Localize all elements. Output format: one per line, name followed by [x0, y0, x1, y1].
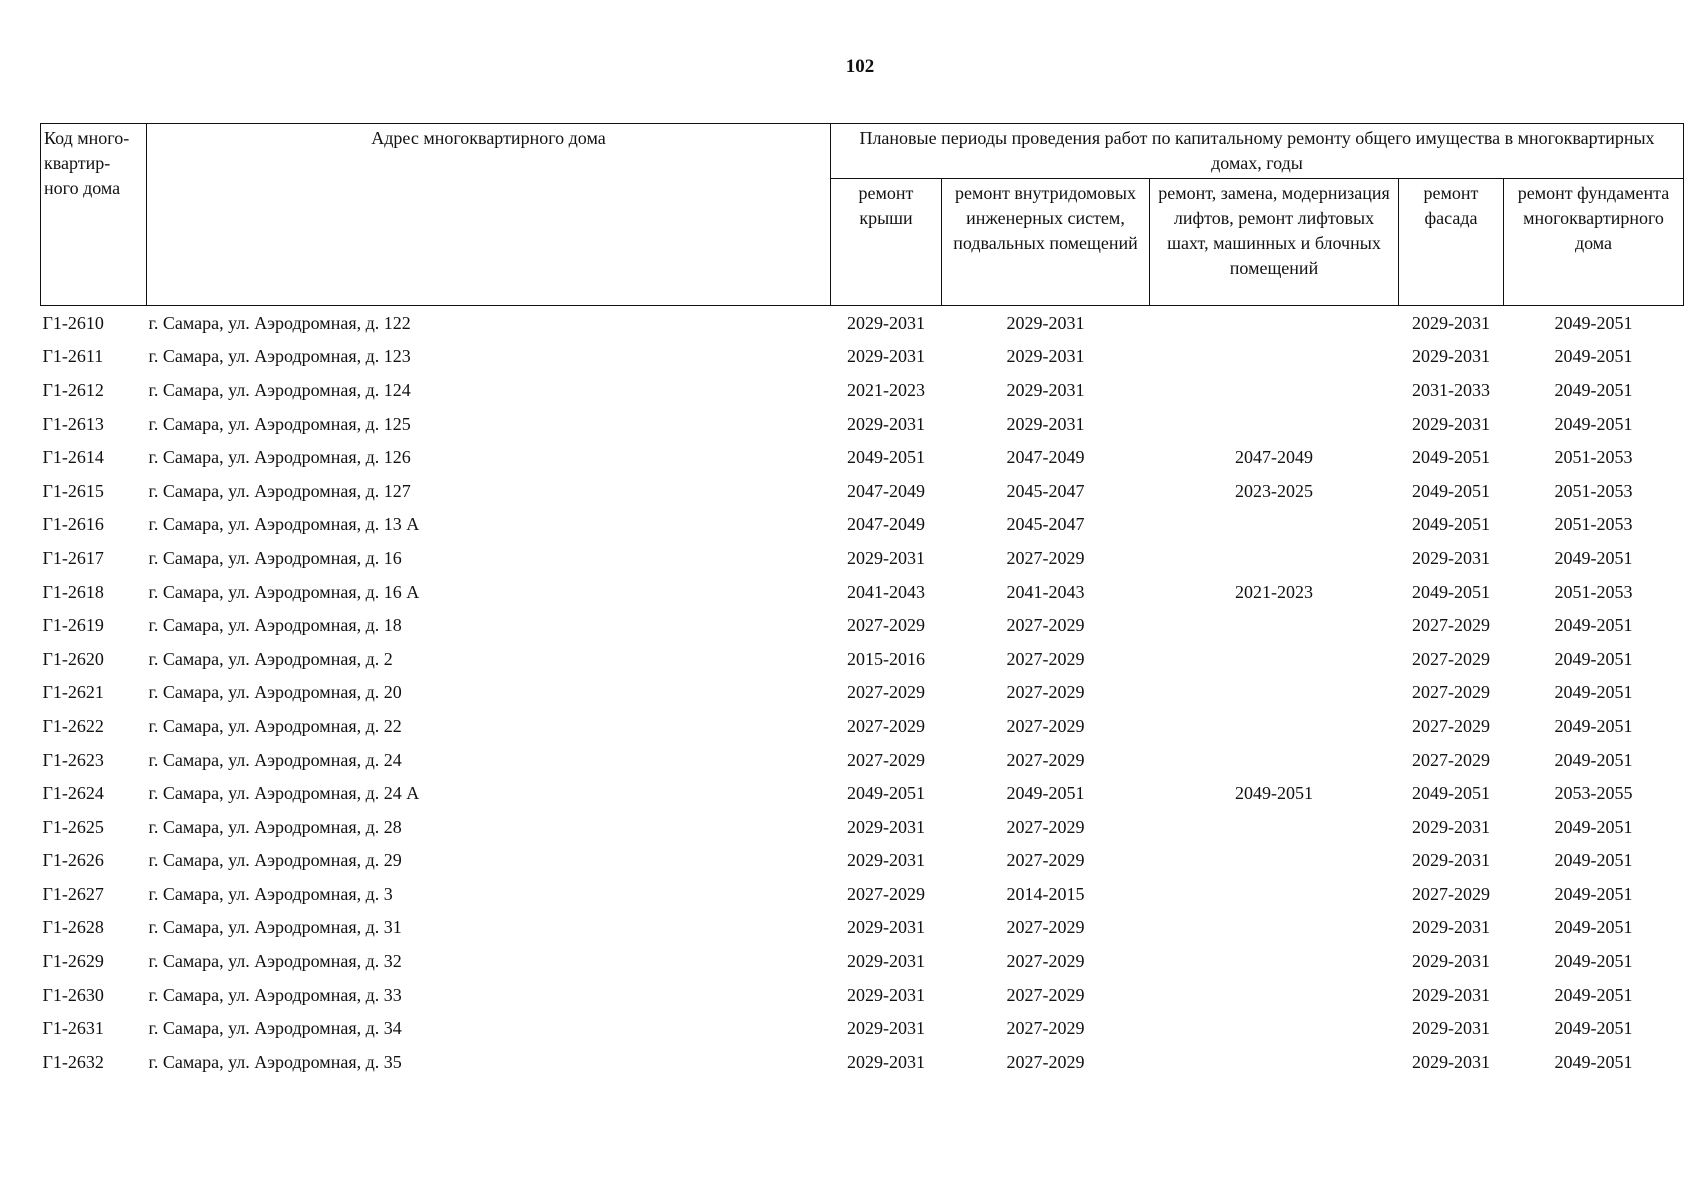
cell-engineering: 2041-2043 — [1006, 581, 1085, 602]
cell-code: Г1-2615 — [42, 480, 104, 501]
cell-foundation: 2049-2051 — [1554, 615, 1633, 636]
cell-facade: 2049-2051 — [1412, 447, 1490, 468]
cell-foundation: 2049-2051 — [1554, 682, 1633, 703]
cell-roof: 2027-2029 — [847, 715, 925, 736]
cell-address: г. Самара, ул. Аэродромная, д. 32 — [148, 951, 402, 972]
table-row — [41, 508, 1684, 542]
cell-elevators — [1150, 608, 1399, 642]
cell-roof: 2027-2029 — [847, 749, 925, 770]
cell-elevators: 2049-2051 — [1235, 783, 1313, 804]
cell-facade: 2029-2031 — [1412, 312, 1490, 333]
cell-facade: 2049-2051 — [1412, 480, 1490, 501]
cell-foundation: 2049-2051 — [1554, 312, 1633, 333]
cell-engineering: 2027-2029 — [1006, 917, 1085, 938]
cell-code: Г1-2630 — [42, 984, 104, 1005]
cell-roof: 2049-2051 — [847, 783, 925, 804]
header-engineering: ремонт внутридомовых инженерных систем, подвальных помещений — [942, 179, 1150, 306]
cell-elevators: 2047-2049 — [1235, 447, 1313, 468]
cell-elevators — [1150, 810, 1399, 844]
cell-code: Г1-2620 — [42, 648, 104, 669]
cell-elevators — [1150, 340, 1399, 374]
cell-facade: 2029-2031 — [1412, 1051, 1490, 1072]
cell-roof: 2047-2049 — [847, 514, 925, 535]
repair-schedule-table — [40, 123, 1684, 1079]
cell-code: Г1-2614 — [42, 447, 104, 468]
cell-foundation: 2049-2051 — [1554, 883, 1633, 904]
cell-engineering: 2027-2029 — [1006, 850, 1085, 871]
cell-roof: 2029-2031 — [847, 850, 925, 871]
table-row — [41, 373, 1684, 407]
cell-elevators — [1150, 407, 1399, 441]
cell-facade: 2027-2029 — [1412, 682, 1490, 703]
table-row — [41, 306, 1684, 340]
table-row — [41, 911, 1684, 945]
cell-engineering: 2027-2029 — [1006, 816, 1085, 837]
cell-foundation: 2051-2053 — [1554, 480, 1633, 501]
cell-elevators — [1150, 978, 1399, 1012]
cell-address: г. Самара, ул. Аэродромная, д. 122 — [148, 312, 411, 333]
cell-elevators — [1150, 642, 1399, 676]
cell-roof: 2029-2031 — [847, 984, 925, 1005]
cell-facade: 2049-2051 — [1412, 514, 1490, 535]
cell-foundation: 2053-2055 — [1554, 783, 1633, 804]
cell-elevators — [1150, 944, 1399, 978]
table-row — [41, 642, 1684, 676]
cell-facade: 2031-2033 — [1412, 379, 1490, 400]
table-row — [41, 608, 1684, 642]
cell-foundation: 2049-2051 — [1554, 850, 1633, 871]
cell-roof: 2027-2029 — [847, 615, 925, 636]
cell-engineering: 2027-2029 — [1006, 715, 1085, 736]
cell-roof: 2029-2031 — [847, 346, 925, 367]
table-row — [41, 810, 1684, 844]
cell-address: г. Самара, ул. Аэродромная, д. 123 — [148, 346, 411, 367]
table-row — [41, 541, 1684, 575]
cell-address: г. Самара, ул. Аэродромная, д. 2 — [148, 648, 393, 669]
cell-roof: 2015-2016 — [847, 648, 925, 669]
cell-engineering: 2029-2031 — [1006, 379, 1085, 400]
header-planned-periods: Плановые периоды проведения работ по капитальному ремонту общего имущества в многоквартирных домах, годы — [831, 124, 1684, 179]
cell-foundation: 2051-2053 — [1554, 514, 1633, 535]
cell-foundation: 2051-2053 — [1554, 581, 1633, 602]
cell-address: г. Самара, ул. Аэродромная, д. 29 — [148, 850, 402, 871]
cell-code: Г1-2624 — [42, 783, 104, 804]
cell-engineering: 2027-2029 — [1006, 648, 1085, 669]
cell-facade: 2027-2029 — [1412, 883, 1490, 904]
cell-engineering: 2045-2047 — [1006, 480, 1085, 501]
table-row — [41, 944, 1684, 978]
cell-facade: 2029-2031 — [1412, 951, 1490, 972]
cell-code: Г1-2628 — [42, 917, 104, 938]
cell-engineering: 2027-2029 — [1006, 1018, 1085, 1039]
cell-address: г. Самара, ул. Аэродромная, д. 31 — [148, 917, 402, 938]
cell-engineering: 2027-2029 — [1006, 1051, 1085, 1072]
cell-roof: 2029-2031 — [847, 1051, 925, 1072]
cell-engineering: 2047-2049 — [1006, 447, 1085, 468]
cell-engineering: 2027-2029 — [1006, 951, 1085, 972]
cell-address: г. Самара, ул. Аэродромная, д. 34 — [148, 1018, 402, 1039]
table-row — [41, 1045, 1684, 1079]
cell-address: г. Самара, ул. Аэродромная, д. 33 — [148, 984, 402, 1005]
header-elevators: ремонт, замена, модернизация лифтов, ремонт лифтовых шахт, машинных и блочных помещений — [1150, 179, 1399, 306]
cell-engineering: 2029-2031 — [1006, 312, 1085, 333]
cell-address: г. Самара, ул. Аэродромная, д. 22 — [148, 715, 402, 736]
cell-engineering: 2027-2029 — [1006, 682, 1085, 703]
table-row — [41, 877, 1684, 911]
cell-engineering: 2049-2051 — [1006, 783, 1085, 804]
cell-address: г. Самара, ул. Аэродромная, д. 16 — [148, 547, 402, 568]
cell-facade: 2049-2051 — [1412, 783, 1490, 804]
cell-elevators — [1150, 877, 1399, 911]
cell-facade: 2029-2031 — [1412, 547, 1490, 568]
cell-elevators — [1150, 743, 1399, 777]
cell-address: г. Самара, ул. Аэродромная, д. 124 — [148, 379, 411, 400]
cell-engineering: 2014-2015 — [1006, 883, 1085, 904]
table-row — [41, 440, 1684, 474]
cell-roof: 2029-2031 — [847, 1018, 925, 1039]
cell-foundation: 2049-2051 — [1554, 413, 1633, 434]
cell-roof: 2049-2051 — [847, 447, 925, 468]
cell-facade: 2029-2031 — [1412, 1018, 1490, 1039]
cell-engineering: 2027-2029 — [1006, 749, 1085, 770]
cell-elevators — [1150, 844, 1399, 878]
cell-code: Г1-2632 — [42, 1051, 104, 1072]
cell-code: Г1-2610 — [42, 312, 104, 333]
cell-address: г. Самара, ул. Аэродромная, д. 20 — [148, 682, 402, 703]
cell-facade: 2027-2029 — [1412, 715, 1490, 736]
cell-elevators — [1150, 709, 1399, 743]
cell-foundation: 2049-2051 — [1554, 648, 1633, 669]
cell-facade: 2029-2031 — [1412, 917, 1490, 938]
cell-code: Г1-2626 — [42, 850, 104, 871]
header-facade: ремонт фасада — [1399, 179, 1504, 306]
cell-facade: 2027-2029 — [1412, 648, 1490, 669]
cell-address: г. Самара, ул. Аэродромная, д. 18 — [148, 615, 402, 636]
cell-address: г. Самара, ул. Аэродромная, д. 28 — [148, 816, 402, 837]
cell-facade: 2029-2031 — [1412, 984, 1490, 1005]
table-row — [41, 340, 1684, 374]
cell-engineering: 2029-2031 — [1006, 413, 1085, 434]
cell-foundation: 2049-2051 — [1554, 984, 1633, 1005]
table-row — [41, 709, 1684, 743]
table-body — [41, 306, 1684, 1079]
cell-engineering: 2029-2031 — [1006, 346, 1085, 367]
table-row — [41, 978, 1684, 1012]
cell-elevators — [1150, 911, 1399, 945]
cell-facade: 2029-2031 — [1412, 850, 1490, 871]
cell-elevators — [1150, 676, 1399, 710]
cell-facade: 2027-2029 — [1412, 749, 1490, 770]
cell-facade: 2029-2031 — [1412, 413, 1490, 434]
header-address: Адрес многоквартирного дома — [147, 124, 831, 306]
cell-facade: 2027-2029 — [1412, 615, 1490, 636]
cell-code: Г1-2619 — [42, 615, 104, 636]
cell-address: г. Самара, ул. Аэродромная, д. 16 А — [148, 581, 420, 602]
cell-elevators — [1150, 373, 1399, 407]
cell-roof: 2029-2031 — [847, 413, 925, 434]
cell-code: Г1-2625 — [42, 816, 104, 837]
cell-roof: 2029-2031 — [847, 951, 925, 972]
cell-foundation: 2049-2051 — [1554, 715, 1633, 736]
cell-roof: 2021-2023 — [847, 379, 925, 400]
cell-code: Г1-2627 — [42, 883, 104, 904]
cell-roof: 2029-2031 — [847, 312, 925, 333]
cell-address: г. Самара, ул. Аэродромная, д. 127 — [148, 480, 411, 501]
cell-roof: 2027-2029 — [847, 883, 925, 904]
table-header — [41, 124, 1684, 306]
header-foundation: ремонт фундамента многоквартирного дома — [1504, 179, 1684, 306]
cell-roof: 2029-2031 — [847, 547, 925, 568]
cell-roof: 2047-2049 — [847, 480, 925, 501]
cell-foundation: 2051-2053 — [1554, 447, 1633, 468]
cell-address: г. Самара, ул. Аэродромная, д. 126 — [148, 447, 411, 468]
cell-code: Г1-2622 — [42, 715, 104, 736]
cell-code: Г1-2621 — [42, 682, 104, 703]
table-row — [41, 743, 1684, 777]
header-code: Код много-квартир-ного дома — [41, 124, 147, 306]
cell-engineering: 2027-2029 — [1006, 984, 1085, 1005]
cell-foundation: 2049-2051 — [1554, 749, 1633, 770]
cell-engineering: 2027-2029 — [1006, 615, 1085, 636]
cell-code: Г1-2631 — [42, 1018, 104, 1039]
table-row — [41, 575, 1684, 609]
cell-foundation: 2049-2051 — [1554, 1051, 1633, 1072]
cell-address: г. Самара, ул. Аэродромная, д. 35 — [148, 1051, 402, 1072]
cell-code: Г1-2623 — [42, 749, 104, 770]
cell-address: г. Самара, ул. Аэродромная, д. 24 А — [148, 783, 420, 804]
cell-code: Г1-2612 — [42, 379, 104, 400]
cell-roof: 2029-2031 — [847, 917, 925, 938]
header-roof: ремонт крыши — [831, 179, 942, 306]
cell-facade: 2029-2031 — [1412, 816, 1490, 837]
cell-foundation: 2049-2051 — [1554, 346, 1633, 367]
cell-foundation: 2049-2051 — [1554, 1018, 1633, 1039]
cell-elevators: 2021-2023 — [1235, 581, 1313, 602]
table-row — [41, 844, 1684, 878]
cell-elevators — [1150, 306, 1399, 340]
cell-facade: 2049-2051 — [1412, 581, 1490, 602]
cell-engineering: 2045-2047 — [1006, 514, 1085, 535]
cell-foundation: 2049-2051 — [1554, 917, 1633, 938]
cell-elevators — [1150, 508, 1399, 542]
cell-foundation: 2049-2051 — [1554, 379, 1633, 400]
cell-code: Г1-2611 — [42, 346, 104, 367]
table-row — [41, 776, 1684, 810]
cell-code: Г1-2617 — [42, 547, 104, 568]
cell-address: г. Самара, ул. Аэродромная, д. 125 — [148, 413, 411, 434]
cell-code: Г1-2616 — [42, 514, 104, 535]
cell-address: г. Самара, ул. Аэродромная, д. 3 — [148, 883, 393, 904]
cell-roof: 2027-2029 — [847, 682, 925, 703]
cell-address: г. Самара, ул. Аэродромная, д. 24 — [148, 749, 402, 770]
cell-foundation: 2049-2051 — [1554, 816, 1633, 837]
cell-address: г. Самара, ул. Аэродромная, д. 13 А — [148, 514, 420, 535]
cell-elevators — [1150, 1045, 1399, 1079]
cell-engineering: 2027-2029 — [1006, 547, 1085, 568]
table-row — [41, 407, 1684, 441]
cell-foundation: 2049-2051 — [1554, 547, 1633, 568]
table-row — [41, 474, 1684, 508]
cell-roof: 2029-2031 — [847, 816, 925, 837]
cell-code: Г1-2629 — [42, 951, 104, 972]
cell-elevators — [1150, 541, 1399, 575]
cell-elevators — [1150, 1011, 1399, 1045]
cell-roof: 2041-2043 — [847, 581, 925, 602]
cell-elevators: 2023-2025 — [1235, 480, 1313, 501]
cell-foundation: 2049-2051 — [1554, 951, 1633, 972]
table-row — [41, 676, 1684, 710]
cell-code: Г1-2618 — [42, 581, 104, 602]
table-row — [41, 1011, 1684, 1045]
cell-code: Г1-2613 — [42, 413, 104, 434]
cell-facade: 2029-2031 — [1412, 346, 1490, 367]
page-number: 102 — [845, 56, 875, 77]
